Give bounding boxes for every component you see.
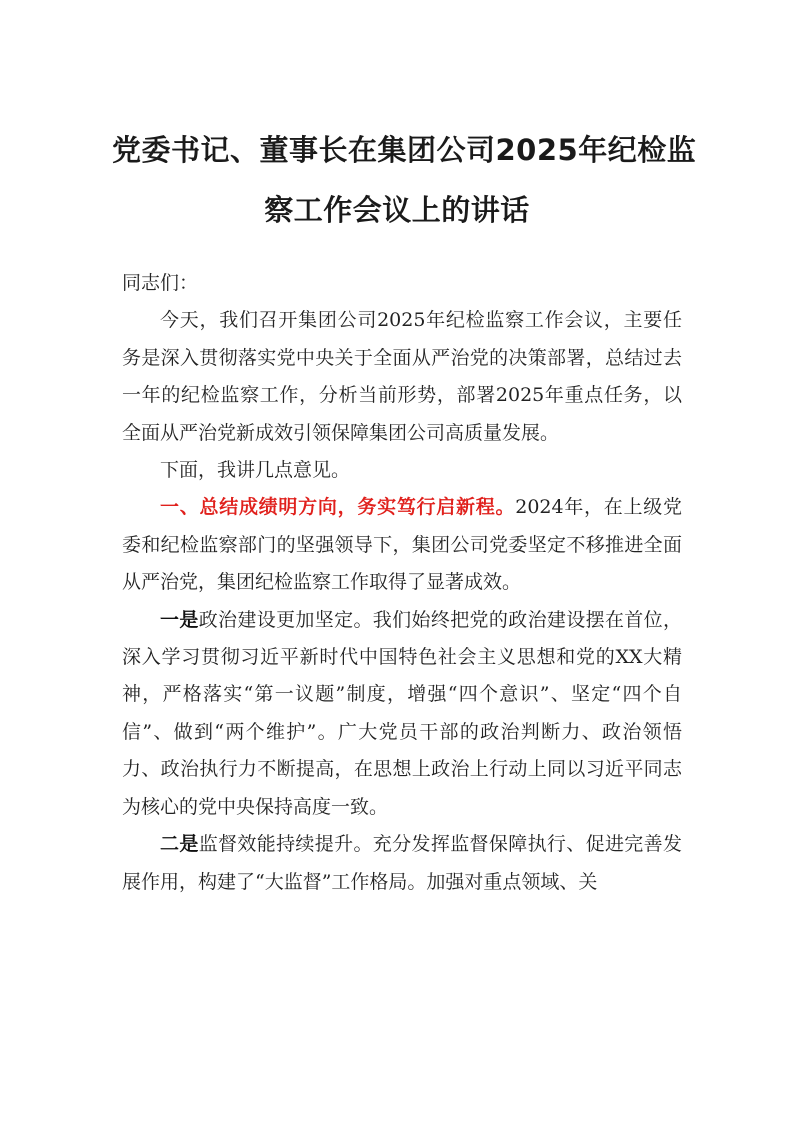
document-title-line1: 党委书记、董事长在集团公司2025年纪检监 (112, 133, 697, 167)
section-1-heading: 一、总结成绩明方向，务实笃行启新程。 (160, 496, 516, 519)
point-1-lead: 一是 (160, 608, 199, 631)
document-title-line2: 察工作会议上的讲话 (264, 193, 530, 227)
transition-paragraph: 下面，我讲几点意见。 (160, 459, 351, 482)
point-2-paragraph (122, 826, 682, 901)
salutation: 同志们： (122, 272, 199, 294)
section-1-paragraph (122, 489, 682, 601)
point-1-paragraph (122, 602, 682, 826)
point-1-text: 政治建设更加坚定。我们始终把党的政治建设摆在首位，深入学习贯彻习近平新时代中国特色社会主义思想和党的XX大精神，严格落实“第一议题”制度，增强“四个意识”、坚定“四个自信”、做到“两个维护”。广大党员干部的政治判断力、政治领悟力、政治执行力不断提高，在思想上政治上行动上同以习近平同志为核心的党中央保持高度一致。 (122, 608, 682, 818)
point-2-text: 监督效能持续提升。充分发挥监督保障执行、促进完善发展作用，构建了“大监督”工作格局。加强对重点领域、关 (122, 833, 682, 893)
section-1-text: 2024年，在上级党委和纪检监察部门的坚强领导下，集团公司党委坚定不移推进全面从严治党，集团纪检监察工作取得了显著成效。 (122, 496, 682, 594)
intro-paragraph: 今天，我们召开集团公司2025年纪检监察工作会议，主要任务是深入贯彻落实党中央关于全面从严治党的决策部署，总结过去一年的纪检监察工作，分析当前形势，部署2025年重点任务，以全面从严治党新成效引领保障集团公司高质量发展。 (122, 309, 682, 444)
document-body (122, 265, 682, 901)
point-2-lead: 二是 (160, 833, 199, 856)
